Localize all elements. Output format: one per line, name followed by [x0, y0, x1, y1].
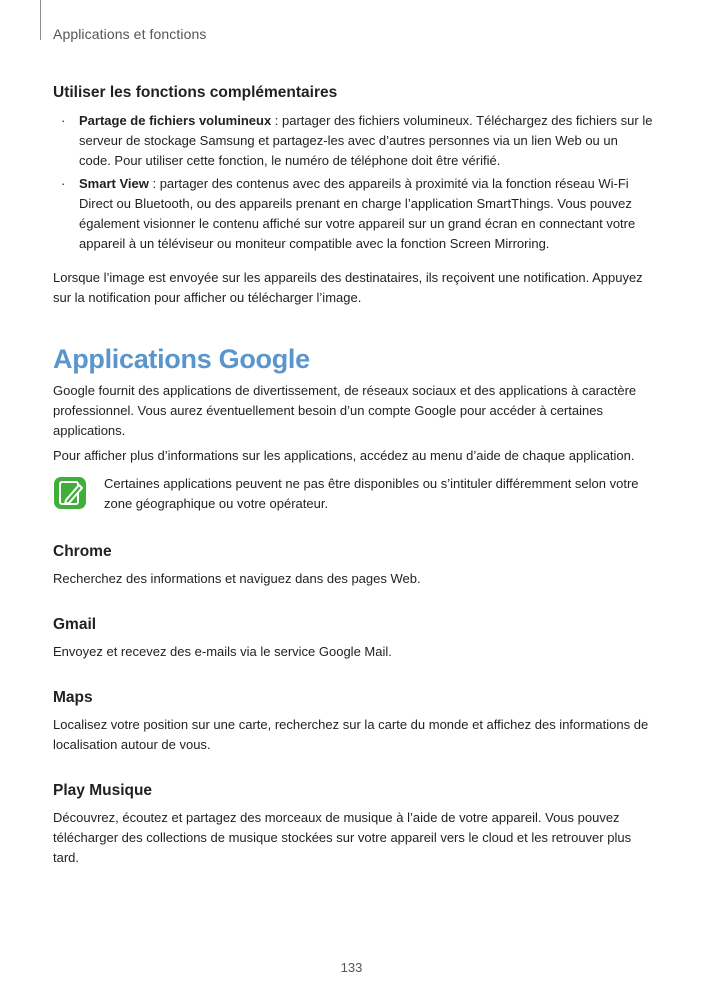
app-desc-play-musique: Découvrez, écoutez et partagez des morceaux de musique à l’aide de votre appareil. Vous pouvez télécharger des collections de musique stockées sur votre appareil vers le cloud et les retrouver plus tard. [53, 810, 632, 865]
app-desc-maps: Localisez votre position sur une carte, recherchez sur la carte du monde et affichez des informations de localisation autour de vous. [53, 717, 649, 752]
item-desc: : partager des fichiers volumineux. Téléchargez des fichiers sur le serveur de stockage Samsung et partagez-les avec d’autres personnes via un lien Web ou un code. Pour utiliser cette fonction, le numéro de téléphone doit être vérifié. [79, 113, 653, 168]
app-desc-chrome: Recherchez des informations et naviguez dans des pages Web. [53, 571, 421, 586]
app-title-maps: Maps [53, 689, 93, 706]
extra-functions-list [53, 111, 653, 254]
page-content [53, 84, 653, 868]
app-title-play-musique: Play Musique [53, 782, 153, 799]
item-term: Smart View [79, 176, 149, 191]
app-title-gmail: Gmail [53, 616, 97, 633]
item-term: Partage de fichiers volumineux [79, 113, 272, 128]
app-desc-gmail: Envoyez et recevez des e-mails via le service Google Mail. [53, 644, 392, 659]
app-title-chrome: Chrome [53, 543, 112, 560]
list-item [53, 111, 653, 171]
google-apps-title: Applications Google [53, 344, 310, 374]
bullet-icon: · [61, 113, 66, 128]
list-item [53, 174, 653, 254]
bullet-icon: · [61, 176, 66, 191]
note-pencil-icon [53, 476, 87, 510]
google-help-paragraph: Pour afficher plus d’informations sur les applications, accédez au menu d’aide de chaque application. [53, 448, 635, 463]
notification-paragraph: Lorsque l’image est envoyée sur les appareils des destinataires, ils reçoivent une notification. Appuyez sur la notification pour afficher ou télécharger l’image. [53, 270, 643, 305]
extra-functions-heading: Utiliser les fonctions complémentaires [53, 84, 338, 101]
header-rule [40, 0, 41, 40]
page-number: 133 [340, 960, 363, 975]
note-text: Certaines applications peuvent ne pas être disponibles ou s’intituler différemment selon votre zone géographique ou votre opérateur. [104, 476, 639, 511]
google-intro-paragraph: Google fournit des applications de divertissement, de réseaux sociaux et des applications à caractère professionnel. Vous aurez éventuellement besoin d’un compte Google pour accéder à certaines applications. [53, 383, 637, 438]
section-header: Applications et fonctions [53, 26, 207, 42]
note-box [53, 474, 653, 516]
item-desc: : partager des contenus avec des appareils à proximité via la fonction réseau Wi-Fi Direct ou Bluetooth, ou des appareils prenant en charge l’application SmartThings. Vous pouvez également visionner le contenu affiché sur votre appareil sur un grand écran en connectant votre appareil à un téléviseur ou moniteur compatible avec la fonction Screen Mirroring. [79, 176, 636, 251]
